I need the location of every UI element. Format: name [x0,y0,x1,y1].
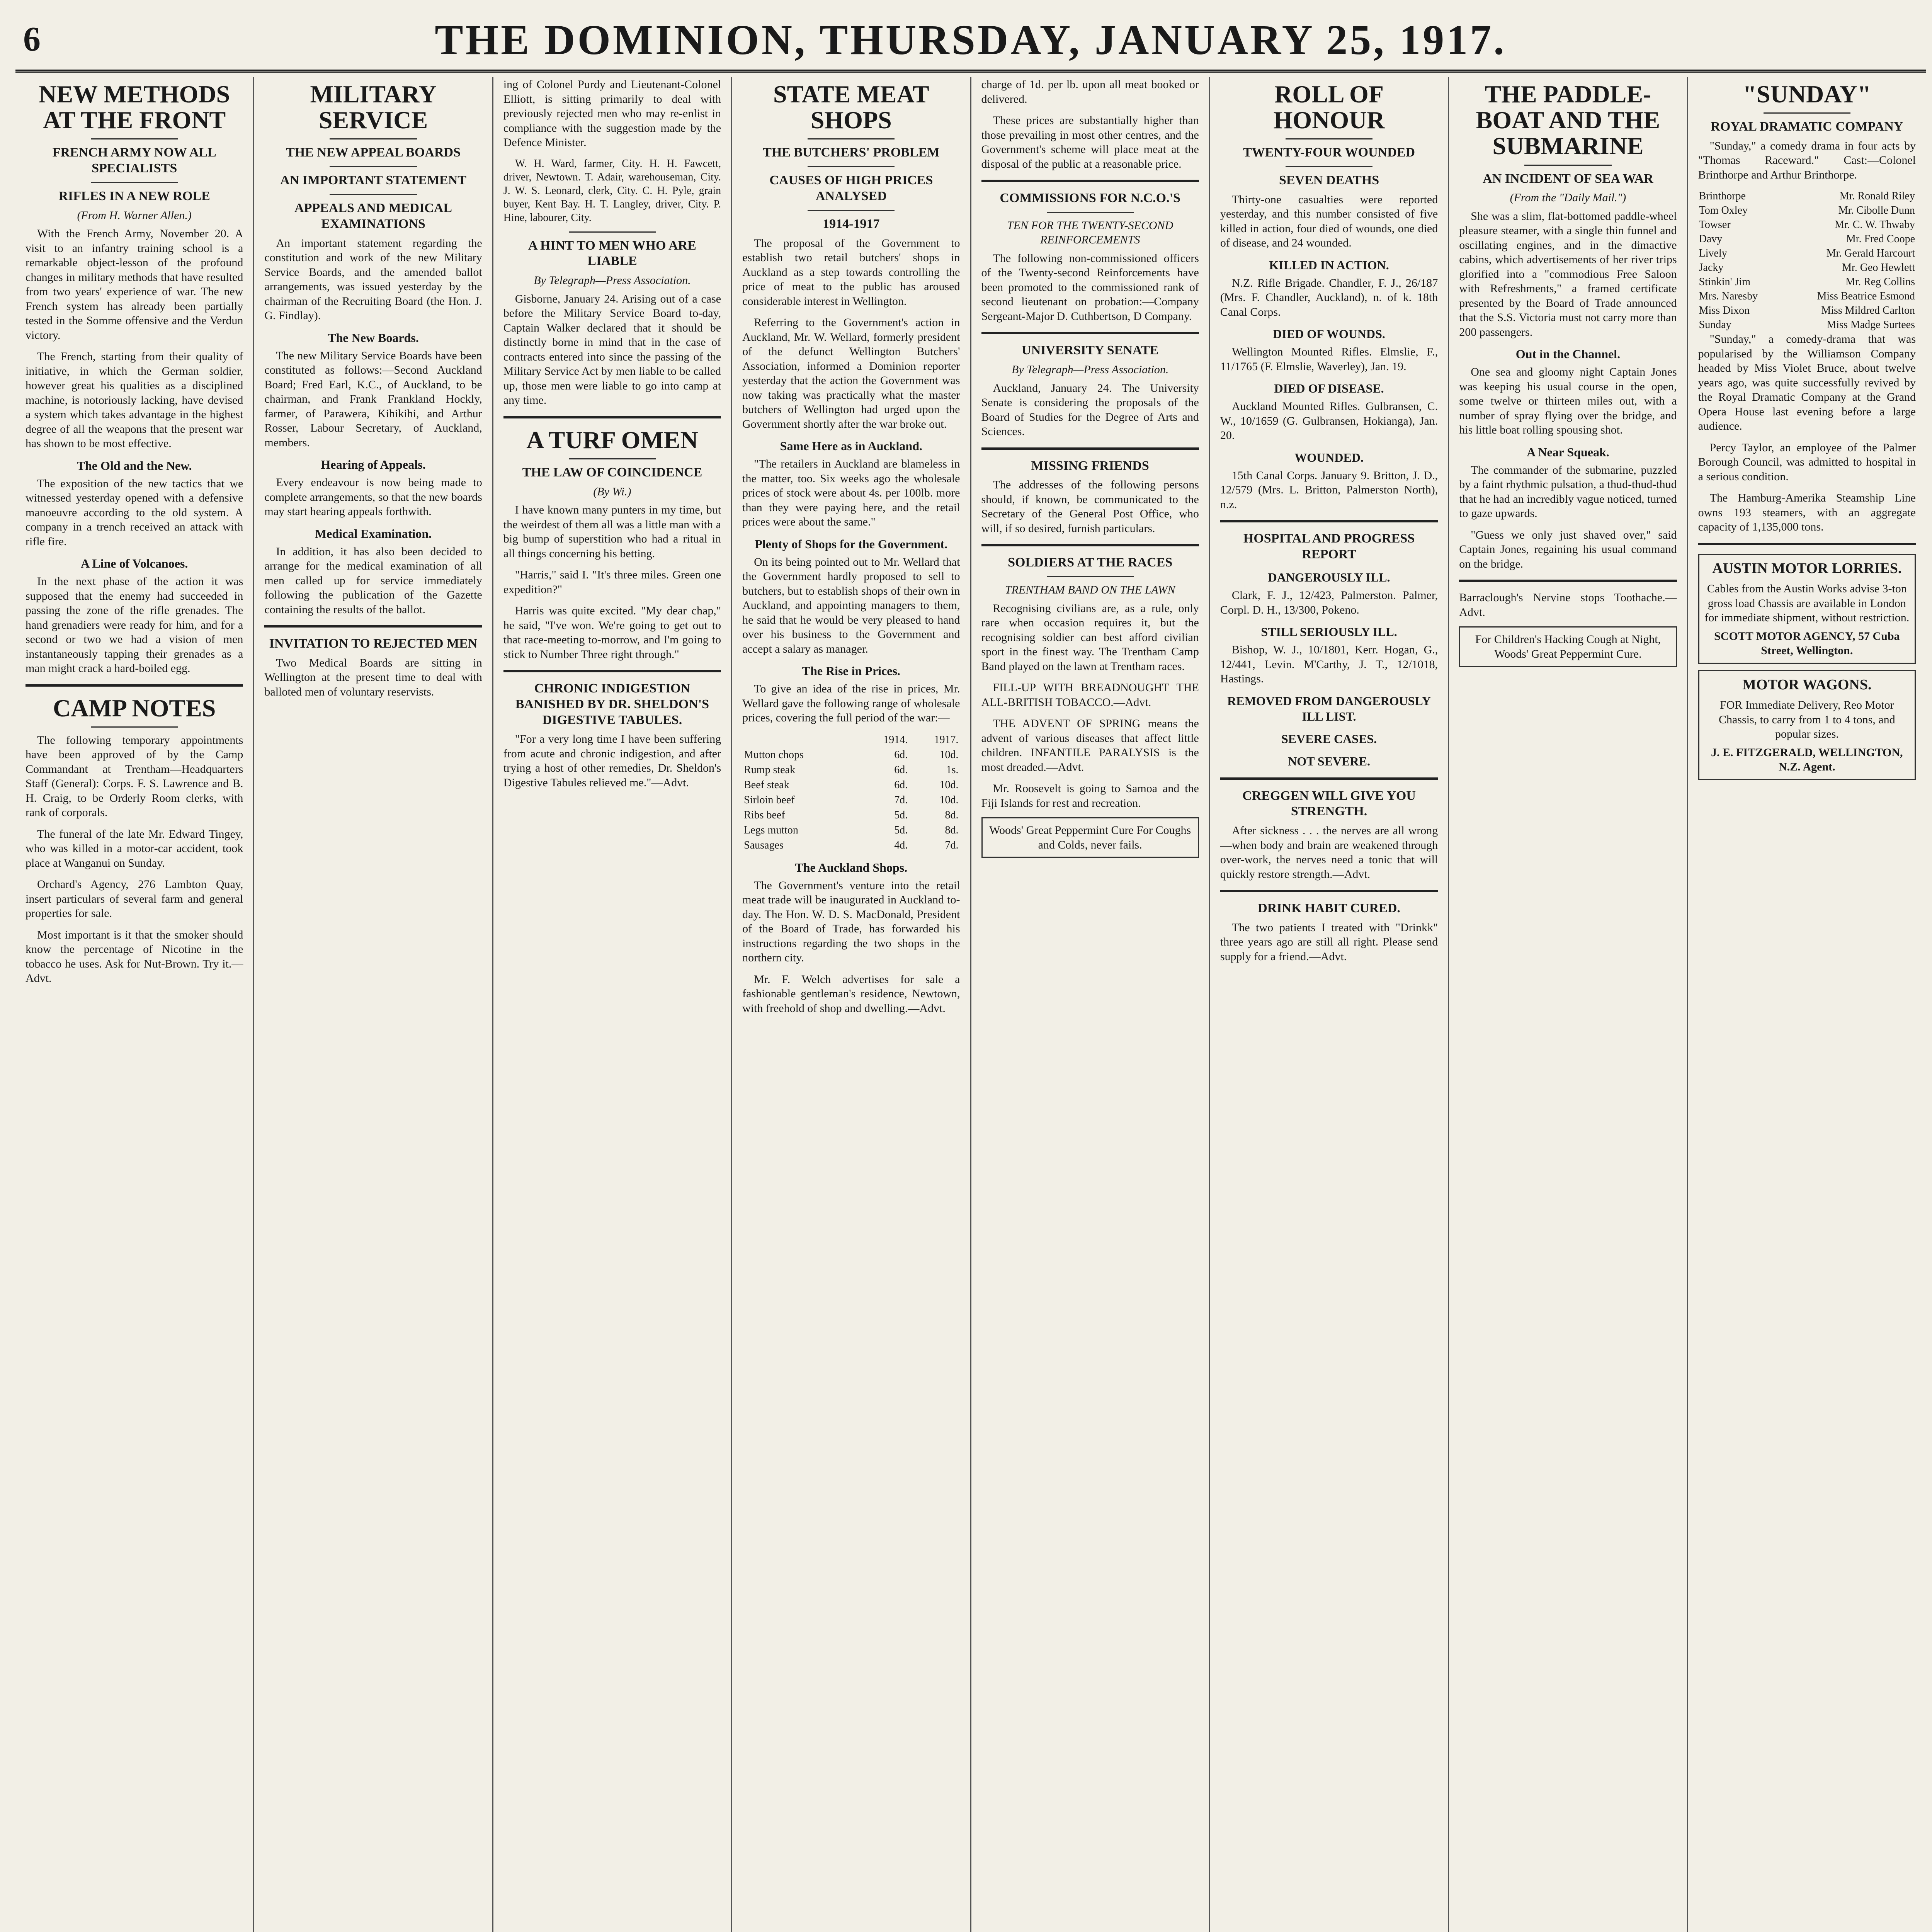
byline: By Telegraph—Press Association. [1011,363,1169,376]
actor: Mr. Cibolle Dunn [1838,204,1915,217]
paragraph: Mr. Roosevelt is going to Samoa and the Fiji Islands for rest and recreation. [981,782,1199,810]
table-cell: 6d. [894,764,908,776]
paragraph: The addresses of the following persons should, if known, be communicated to the Secretary of the General Post Office, who will, if so desired, furnish particulars. [981,478,1199,535]
paragraph: With the French Army, November 20. A visit to an infantry training school is a remarkable object-lesson of the profound changes in military methods that have resulted from two years' experience of war. The new French system has already been partially tested in the Somme offensive and the Verdun victory. [26,227,243,342]
actor: Mr. C. W. Thwaby [1835,219,1915,231]
paragraph: In the next phase of the action it was supposed that the enemy had succeeded in passing the zone of the rifle grenades. The hand grenadiers were ready for him, and for a second or two we had a vision of men instantaneously tapping their grenades as a man might crack a hard-boiled egg. [26,575,243,675]
ad-signature: SCOTT MOTOR AGENCY, 57 Cuba Street, Wellington. [1714,629,1900,657]
column-7 [1449,77,1688,1932]
paragraph: "The retailers in Auckland are blameless in the matter, too. Six weeks ago the wholesale prices of stock were about 4s. per 100lb. more than they were paying here, and the retail prices were about the same." [742,457,960,529]
subheadline: TEN FOR THE TWENTY-SECOND REINFORCEMENTS [1007,219,1173,247]
table-cell: Rump steak [744,764,796,776]
price-table [742,732,960,853]
section-heading: NOT SEVERE. [1288,754,1370,768]
paragraph: N.Z. Rifle Brigade. Chandler, F. J., 26/187 (Mrs. F. Chandler, Auckland), n. of k. 18th Canal Corps. [1220,276,1438,318]
section-heading: REMOVED FROM DANGEROUSLY ILL LIST. [1227,694,1431,723]
paragraph: To give an idea of the rise in prices, Mr. Wellard gave the following range of wholesale prices, covering the full period of the war:— [742,682,960,724]
headline-indigestion-ad: CHRONIC INDIGESTION BANISHED BY DR. SHELDON'S DIGESTIVE TABULES. [515,681,709,727]
paragraph: She was a slim, flat-bottomed paddle-wheel pleasure steamer, with a single thin funnel and oscillating engines, and in the dimactive cabins, which advertisements of her river trips glorified into a "commodious Free Saloon with Refreshments," a framed certificate presented by the Board of Trade announced that the S.S. Victoria must not carry more than 200 passengers. [1459,209,1677,338]
table-cell: 8d. [945,824,959,836]
cast-list [1698,189,1916,332]
table-row [1698,189,1916,203]
paragraph: "Sunday," a comedy drama in four acts by "Thomas Raceward." Cast:—Colonel Brinthorpe and Arthur Brinthorpe. [1698,139,1916,181]
headline-hospital-report: HOSPITAL AND PROGRESS REPORT [1243,531,1415,562]
column-4 [732,77,971,1932]
paragraph: The following non-commissioned officers of the Twenty-second Reinforcements have been promoted to the commissioned rank of second lieutenant on probation:—Company Sergeant-Major D. Cuthbertson, D Company. [981,252,1199,323]
headline-camp-notes: CAMP NOTES [53,694,216,722]
table-cell: 10d. [939,748,959,761]
role: Towser [1699,219,1731,231]
paragraph: Barraclough's Nervine stops Toothache.—Advt. [1459,591,1677,619]
role: Brinthorpe [1699,190,1746,202]
paragraph: "For a very long time I have been suffering from acute and chronic indigestion, and after trying a host of other remedies, Dr. Sheldon's Digestive Tabules relieved me."—Advt. [503,733,721,789]
section-heading: A Near Squeak. [1527,445,1609,459]
paragraph: FILL-UP WITH BREADNOUGHT THE ALL-BRITISH TOBACCO.—Advt. [981,681,1199,709]
actor: Mr. Geo Hewlett [1842,262,1915,274]
headline-new-methods: NEW METHODS AT THE FRONT [39,80,230,134]
table-cell: 6d. [894,779,908,791]
actor: Mr. Reg Collins [1845,276,1915,288]
paragraph: In addition, it has also been decided to arrange for the medical examination of all men called up for service immediately following the publication of the Gazette containing the results of the ballot. [264,545,482,616]
paragraph: Gisborne, January 24. Arising out of a case before the Military Service Board to-day, Captain Walker declared that it should be distinctly borne in mind that in the case of contracts entered into since the passing of the Military Service Act by men liable to be called up, those men were liable to go into camp at any time. [503,292,721,407]
table-row [742,823,960,838]
headline-state-meat-shops: STATE MEAT SHOPS [773,80,929,134]
paragraph: An important statement regarding the constitution and work of the new Military Service Boards, and the amended ballot arrangements, was issued yesterday by the chairman of the Recruiting Board (the Hon. J. G. Findlay). [264,236,482,322]
paragraph: The funeral of the late Mr. Edward Tingey, who was killed in a motor-car accident, took place at Wanganui on Sunday. [26,827,243,869]
section-heading: WOUNDED. [1294,450,1364,464]
paragraph: Auckland Mounted Rifles. Gulbransen, C. W., 10/1659 (G. Gulbransen, Hokianga), Jan. 20. [1220,400,1438,442]
section-heading: Same Here as in Auckland. [780,439,922,453]
headline-sunday: "SUNDAY" [1743,80,1871,108]
role: Lively [1699,247,1727,260]
subheadline: THE BUTCHERS' PROBLEM [763,145,940,160]
paragraph: ing of Colonel Purdy and Lieutenant-Colonel Elliott, is sitting primarily to deal with previously rejected men who may re-enlist in compliance with the suggestion made by the Defence Minister. [503,78,721,149]
table-cell: 5d. [894,809,908,821]
section-heading: STILL SERIOUSLY ILL. [1261,625,1397,639]
paragraph: Clark, F. J., 12/423, Palmerston. Palmer, Corpl. D. H., 13/300, Pokeno. [1220,589,1438,616]
section-heading: The Rise in Prices. [802,664,900,678]
paragraph: After sickness . . . the nerves are all wrong—when body and brain are weakened through over-work, the nerves need a tonic that will quickly restore strength.—Advt. [1220,824,1438,881]
table-row [742,762,960,777]
paragraph: The commander of the submarine, puzzled by a faint rhythmic pulsation, a thud-thud-thud that he had an incredibly vague noticed, turned to gaze upwards. [1459,463,1677,520]
paragraph: Most important is it that the smoker should know the percentage of Nicotine in the tobacco he uses. Ask for Nut-Brown. Try it.—Advt. [26,928,243,985]
table-row [1698,232,1916,246]
paragraph: Recognising civilians are, as a rule, only rare when occasion requires it, but the recognising soldier can best afford civilian sport in the finest way. The Trentham Camp Band played on the lawn at Trentham races. [981,602,1199,673]
actor: Miss Beatrice Esmond [1817,290,1915,303]
role: Stinkin' Jim [1699,276,1751,288]
subheadline: THE LAW OF COINCIDENCE [522,465,702,480]
section-heading: DIED OF DISEASE. [1274,381,1384,396]
subheadline: TWENTY-FOUR WOUNDED [1243,145,1415,160]
headline-creggen-ad: CREGGEN WILL GIVE YOU STRENGTH. [1242,788,1416,819]
headline-hint: A HINT TO MEN WHO ARE LIABLE [528,238,696,269]
ad-text: Woods' Great Peppermint Cure For Coughs and Colds, never fails. [989,824,1191,851]
role: Davy [1699,233,1723,245]
byline: (From the "Daily Mail.") [1510,191,1626,204]
headline-university-senate: UNIVERSITY SENATE [1022,343,1159,358]
column-2 [254,77,493,1932]
masthead [15,12,1926,73]
paragraph: Auckland, January 24. The University Senate is considering the proposals of the Board of Studies for the Degree of Arts and Sciences. [981,381,1199,438]
subheadline: THE NEW APPEAL BOARDS [286,145,461,160]
subheadline-years: 1914-1917 [823,216,880,231]
table-cell: 6d. [894,748,908,761]
table-row [742,838,960,853]
paragraph: THE ADVENT OF SPRING means the advent of various diseases that affect little children. INFANTILE PARALYSIS is the most dreaded.—Advt. [981,717,1199,774]
paragraph: The proposal of the Government to establish two retail butchers' shops in Auckland as a step towards controlling the price of meat to the public has aroused considerable interest in Wellington. [742,236,960,308]
column-8 [1688,77,1926,1932]
table-cell: 10d. [939,794,959,806]
table-row [1698,246,1916,260]
section-heading: A Line of Volcanoes. [81,556,188,571]
headline-drink-habit: DRINK HABIT CURED. [1258,901,1400,916]
page-number: 6 [23,20,41,58]
austin-motor-ad [1698,554,1916,664]
peppermint-cure-ad [981,817,1199,858]
role: Miss Dixon [1699,304,1750,317]
byline: (By Wi.) [593,485,631,498]
ad-body: FOR Immediate Delivery, Reo Motor Chassis, to carry from 1 to 4 tons, and popular sizes. [1719,699,1895,741]
table-cell: Sirloin beef [744,794,795,806]
paragraph: The French, starting from their quality of initiative, in which the German soldier, however great his qualities as a disciplined machine, is notoriously lacking, have devised a system which takes advantage in the highest degree of all the weapons that the present war has shown to be most effective. [26,350,243,450]
ad-text: For Children's Hacking Cough at Night, Woods' Great Peppermint Cure. [1475,633,1661,660]
table-cell: 5d. [894,824,908,836]
paragraph: "Sunday," a comedy-drama that was popularised by the Williamson Company headed by Miss Violet Bruce, about twelve years ago, was quite successfully revived by the Royal Dramatic Company at the Grand Opera House last evening before a large audience. [1698,333,1916,433]
headline-soldiers-races: SOLDIERS AT THE RACES [1008,555,1173,570]
paragraph: Bishop, W. J., 10/1801, Kerr. Hogan, G., 12/441, Levin. M'Carthy, J. T., 12/1018, Hastings. [1220,643,1438,685]
paragraph: Orchard's Agency, 276 Lambton Quay, insert particulars of several farm and general properties for sale. [26,878,243,920]
table-cell: 10d. [939,779,959,791]
actor: Miss Madge Surtees [1827,319,1915,331]
table-row [1698,203,1916,218]
section-heading: DIED OF WOUNDS. [1273,327,1385,341]
paragraph: "Harris," said I. "It's three miles. Green one expedition?" [503,568,721,596]
subheadline: AN INCIDENT OF SEA WAR [1483,171,1653,186]
paragraph: The Hamburg-Amerika Steamship Line owns 193 steamers, with an aggregate capacity of 1,135,000 tons. [1698,492,1916,534]
table-cell: Sausages [744,839,784,851]
subheadline: TRENTHAM BAND ON THE LAWN [1005,583,1175,597]
actor: Mr. Gerald Harcourt [1826,247,1915,260]
table-header: 1914. [883,733,908,746]
actor: Mr. Fred Coope [1846,233,1915,245]
paragraph: charge of 1d. per lb. upon all meat booked or delivered. [981,78,1199,105]
table-header: 1917. [934,733,959,746]
subheadline: ROYAL DRAMATIC COMPANY [1711,119,1903,134]
table-cell: Beef steak [744,779,789,791]
paragraph: The new Military Service Boards have been constituted as follows:—Second Auckland Board; Fred Earl, K.C., of Auckland, to be chairman, and Frank Frankland Hockly, farmer, of Parawera, Kihikihi, and Arthur Rosser, Labour Secretary, of Auckland, members. [264,349,482,449]
table-row [742,793,960,808]
table-cell: 4d. [894,839,908,851]
subheadline: FRENCH ARMY NOW ALL SPECIALISTS [52,145,216,176]
ad-signature: J. E. FITZGERALD, WELLINGTON, N.Z. Agent. [1711,746,1903,774]
headline-invitation: INVITATION TO REJECTED MEN [269,636,478,651]
table-cell: Legs mutton [744,824,798,836]
headline-roll-of-honour: ROLL OF HONOUR [1273,80,1385,134]
paragraph: One sea and gloomy night Captain Jones was keeping his usual course in the open, some twelve or thirteen miles out, with a number of spray flying over the bridge, and his little boat rolling spousing shot. [1459,366,1677,437]
table-row [1698,303,1916,318]
paragraph: Harris was quite excited. "My dear chap," he said, "I've won. We're going to get out to that race-meeting to-morrow, and I'm going to stick to Number Three right through." [503,604,721,661]
paragraph: Mr. F. Welch advertises for sale a fashionable gentleman's residence, Newtown, with freehold of shop and dwelling.—Advt. [742,973,960,1015]
subheadline: CAUSES OF HIGH PRICES ANALYSED [769,173,933,203]
peppermint-cure-ad [1459,626,1677,667]
table-header-row [742,732,960,747]
byline: (From H. Warner Allen.) [77,209,192,222]
paragraph: "Guess we only just shaved over," said Captain Jones, regaining his usual command on the bridge. [1459,528,1677,570]
headline-military-service: MILITARY SERVICE [310,80,437,134]
byline: By Telegraph—Press Association. [534,274,691,287]
paragraph: Thirty-one casualties were reported yesterday, and this number consisted of five killed in action, four died of wounds, one died of disease, and 24 wounded. [1220,193,1438,250]
table-cell: 7d. [894,794,908,806]
table-cell: 1s. [946,764,959,776]
table-cell: 7d. [945,839,959,851]
table-cell: 8d. [945,809,959,821]
subheadline: APPEALS AND MEDICAL EXAMINATIONS [294,201,452,231]
headline-paddle-boat: THE PADDLE-BOAT AND THE SUBMARINE [1476,80,1660,160]
column-6 [1210,77,1449,1932]
section-heading: Plenty of Shops for the Government. [755,537,948,551]
section-heading: KILLED IN ACTION. [1269,258,1389,272]
section-heading: The Old and the New. [77,458,192,473]
column-3 [493,77,732,1932]
paragraph: Referring to the Government's action in Auckland, Mr. W. Wellard, formerly president of the defunct Wellington Butchers' Association, informed a Dominion reporter yesterday that the action the Government was now taking was practically what the master butchers of Wellington had urged upon the Government shortly after the war broke out. [742,316,960,430]
table-cell: Mutton chops [744,748,804,761]
paragraph: The following temporary appointments have been approved of by the Camp Commandant at Trentham—Headquarters Staff (General): Corps. F. S. Lawrence and B. H. Craig, to be Orderly Room clerks, with rank of corporals. [26,733,243,819]
subheadline: SEVEN DEATHS [1279,173,1379,188]
paragraph: On its being pointed out to Mr. Wellard that the Government hardly proposed to sell to butchers, but to establish shops of their own in Auckland, and appointing managers to them, he said that he would be very pleased to hand over his business to the Government and accept a salary as manager. [742,555,960,655]
paragraph: The two patients I treated with "Drinkk" three years ago are still all right. Please send supply for a friend.—Advt. [1220,921,1438,963]
paragraph: Every endeavour is now being made to complete arrangements, so that the new boards may start hearing appeals forthwith. [264,476,482,518]
paragraph: The Government's venture into the retail meat trade will be inaugurated in Auckland to-day. The Hon. W. D. S. MacDonald, President of the Board of Trade, has forwarded his instructions regarding the two shops in the northern city. [742,879,960,964]
headline-missing-friends: MISSING FRIENDS [1031,458,1149,473]
headline-turf-omen: A TURF OMEN [526,426,698,454]
newspaper-title: THE DOMINION, THURSDAY, JANUARY 25, 1917. [435,16,1507,63]
role: Jacky [1699,262,1724,274]
section-heading: The New Boards. [328,330,419,345]
paragraph: I have known many punters in my time, but the weirdest of them all was a little man with a big bump of superstition who had a ritual in all things concerning his betting. [503,503,721,560]
table-row [1698,218,1916,232]
table-header [742,732,859,747]
table-row [1698,289,1916,303]
column-5 [971,77,1210,1932]
table-row [1698,275,1916,289]
ad-heading: AUSTIN MOTOR LORRIES. [1712,560,1902,577]
section-heading: DANGEROUSLY ILL. [1268,570,1390,585]
section-heading: Medical Examination. [315,526,432,541]
role: Sunday [1699,319,1731,331]
paragraph: 15th Canal Corps. January 9. Britton, J. D., 12/579 (Mrs. L. Britton, Palmerston North), n.z. [1220,469,1438,511]
subheadline: RIFLES IN A NEW ROLE [58,189,210,203]
table-row [1698,260,1916,275]
paragraph: These prices are substantially higher than those prevailing in most other centres, and the Government's scheme will place meat at the disposal of the public at a reasonable price. [981,114,1199,170]
paragraph: The exposition of the new tactics that we witnessed yesterday opened with a defensive manoeuvre according to the old system. A company in a trench received an attack with rifle fire. [26,477,243,548]
role: Tom Oxley [1699,204,1748,217]
section-heading: The Auckland Shops. [795,860,908,874]
role: Mrs. Naresby [1699,290,1758,303]
ad-heading: MOTOR WAGONS. [1742,676,1872,693]
section-heading: Hearing of Appeals. [321,457,426,472]
paragraph: Percy Taylor, an employee of the Palmer Borough Council, was admitted to hospital in a serious condition. [1698,441,1916,483]
paragraph: Two Medical Boards are sitting in Wellington at the present time to deal with balloted men of voluntary reservists. [264,656,482,698]
section-heading: SEVERE CASES. [1281,731,1377,746]
table-row [742,777,960,793]
ad-body: Cables from the Austin Works advise 3-ton gross load Chassis are available in London for immediate shipment, without restriction. [1704,582,1910,624]
headline-commissions: COMMISSIONS FOR N.C.O.'S [1000,191,1180,205]
section-heading: Out in the Channel. [1515,347,1621,361]
table-cell: Ribs beef [744,809,785,821]
paragraph: Wellington Mounted Rifles. Elmslie, F., 11/1765 (F. Elmslie, Waverley), Jan. 19. [1220,345,1438,373]
names-list: W. H. Ward, farmer, City. H. H. Fawcett, driver, Newtown. T. Adair, warehouseman, City. J. W. S. Leonard, clerk, City. C. H. Pyle, grain buyer, Kent Bay. H. T. Langley, driver, City. P. Hine, labourer, City. [503,157,721,224]
motor-wagons-ad [1698,670,1916,780]
subheadline: AN IMPORTANT STATEMENT [280,173,466,188]
column-1 [15,77,254,1932]
newspaper-columns [15,77,1926,1932]
table-row [742,747,960,762]
table-row [742,808,960,823]
table-row [1698,318,1916,332]
actor: Mr. Ronald Riley [1839,190,1915,202]
actor: Miss Mildred Carlton [1821,304,1915,317]
